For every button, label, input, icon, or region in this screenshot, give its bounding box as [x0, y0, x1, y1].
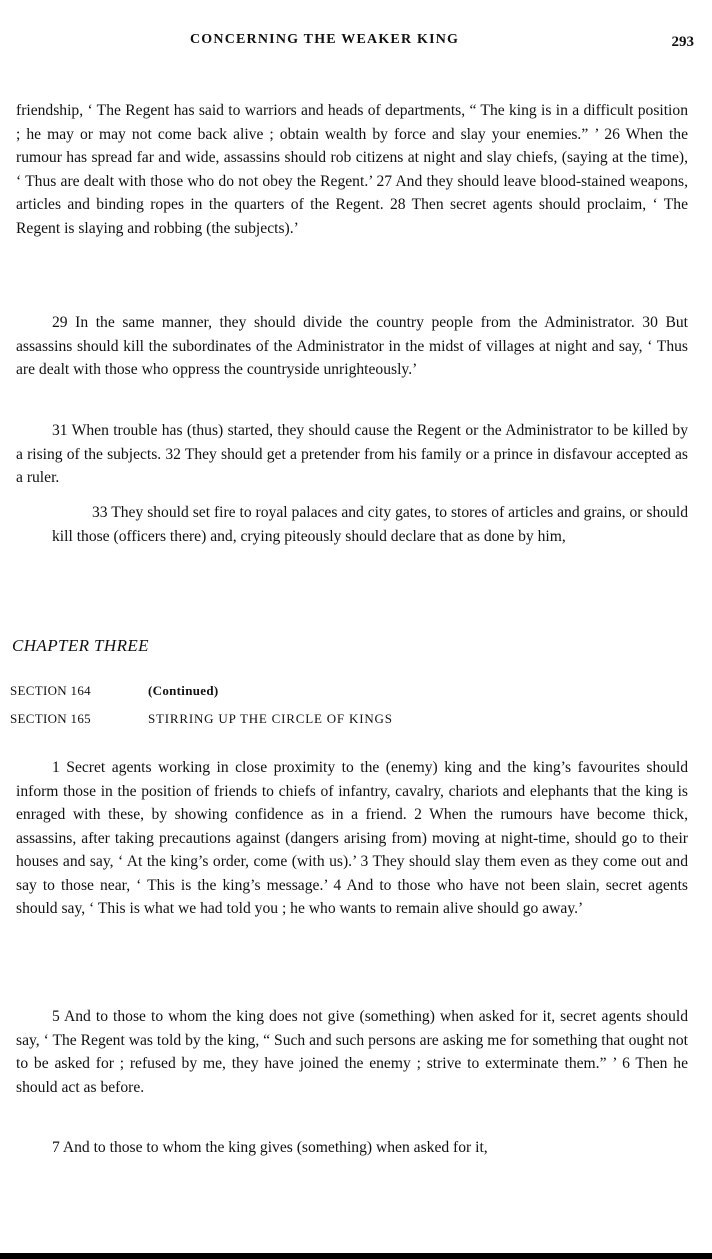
paragraph-29: 29 In the same manner, they should divide the country people from the Administrator. 30 But assassins should kill the subordinates of the Administrator in the midst of villages at night and say, ‘ Thus are dealt with those who oppress the countryside unrighteously.’: [16, 314, 688, 378]
section-line-165: [10, 711, 393, 727]
paragraph-1: 1 Secret agents working in close proximity to the (enemy) king and the king’s favourites should inform those in the position of friends to chiefs of infantry, cavalry, chariots and elephants that the king is enraged with these, by showing confidence as in a friend. 2 When the rumours have become thick, assassins, after taking precautions against (dangers arising from) moving at night-time, should go to their houses and say, ‘ At the king’s order, come (with us).’ 3 They should slay them even as they come out and say to those near, ‘ This is the king’s message.’ 4 And to those who have not been slain, secret agents should say, ‘ This is what we had told you ; he who wants to remain alive should go away.’: [16, 759, 688, 917]
paragraph-33: 33 They should set fire to royal palaces and city gates, to stores of articles and grains, or should kill those (officers there) and, crying piteously should declare that as done by him,: [52, 504, 688, 545]
page-number: 293: [671, 34, 694, 50]
paragraph-31: 31 When trouble has (thus) started, they should cause the Regent or the Administrator to be killed by a rising of the subjects. 32 They should get a pretender from his family or a prince in disfavour accepted as a ruler.: [16, 422, 688, 486]
section-title: (Continued): [148, 683, 219, 698]
section-line-164: [10, 683, 218, 699]
section-number: SECTION 164: [10, 683, 91, 698]
bottom-rule: [0, 1253, 712, 1259]
paragraph-continuation: friendship, ‘ The Regent has said to warriors and heads of departments, “ The king is in a difficult position ; he may or may not come back alive ; obtain wealth by force and slay your enemies.” ’ 26 When the rumour has spread far and wide, assassins should rob citizens at night and slay chiefs, (saying at the time), ‘ Thus are dealt with those who do not obey the Regent.’ 27 And they should leave blood-stained weapons, articles and binding ropes in the quarters of the Regent. 28 Then secret agents should proclaim, ‘ The Regent is slaying and robbing (the subjects).’: [16, 102, 688, 237]
section-number: SECTION 165: [10, 711, 91, 726]
page-header: [0, 32, 712, 56]
paragraph-7: 7 And to those to whom the king gives (something) when asked for it,: [52, 1139, 488, 1156]
running-head: CONCERNING THE WEAKER KING: [190, 32, 460, 47]
section-title: STIRRING UP THE CIRCLE OF KINGS: [148, 711, 393, 726]
paragraph-5: 5 And to those to whom the king does not give (something) when asked for it, secret agents should say, ‘ The Regent was told by the king, “ Such and such persons are asking me for something that ought not to be asked for ; refused by me, they have joined the enemy ; strive to exterminate them.” ’ 6 Then he should act as before.: [16, 1008, 688, 1096]
chapter-heading: CHAPTER THREE: [12, 636, 149, 655]
